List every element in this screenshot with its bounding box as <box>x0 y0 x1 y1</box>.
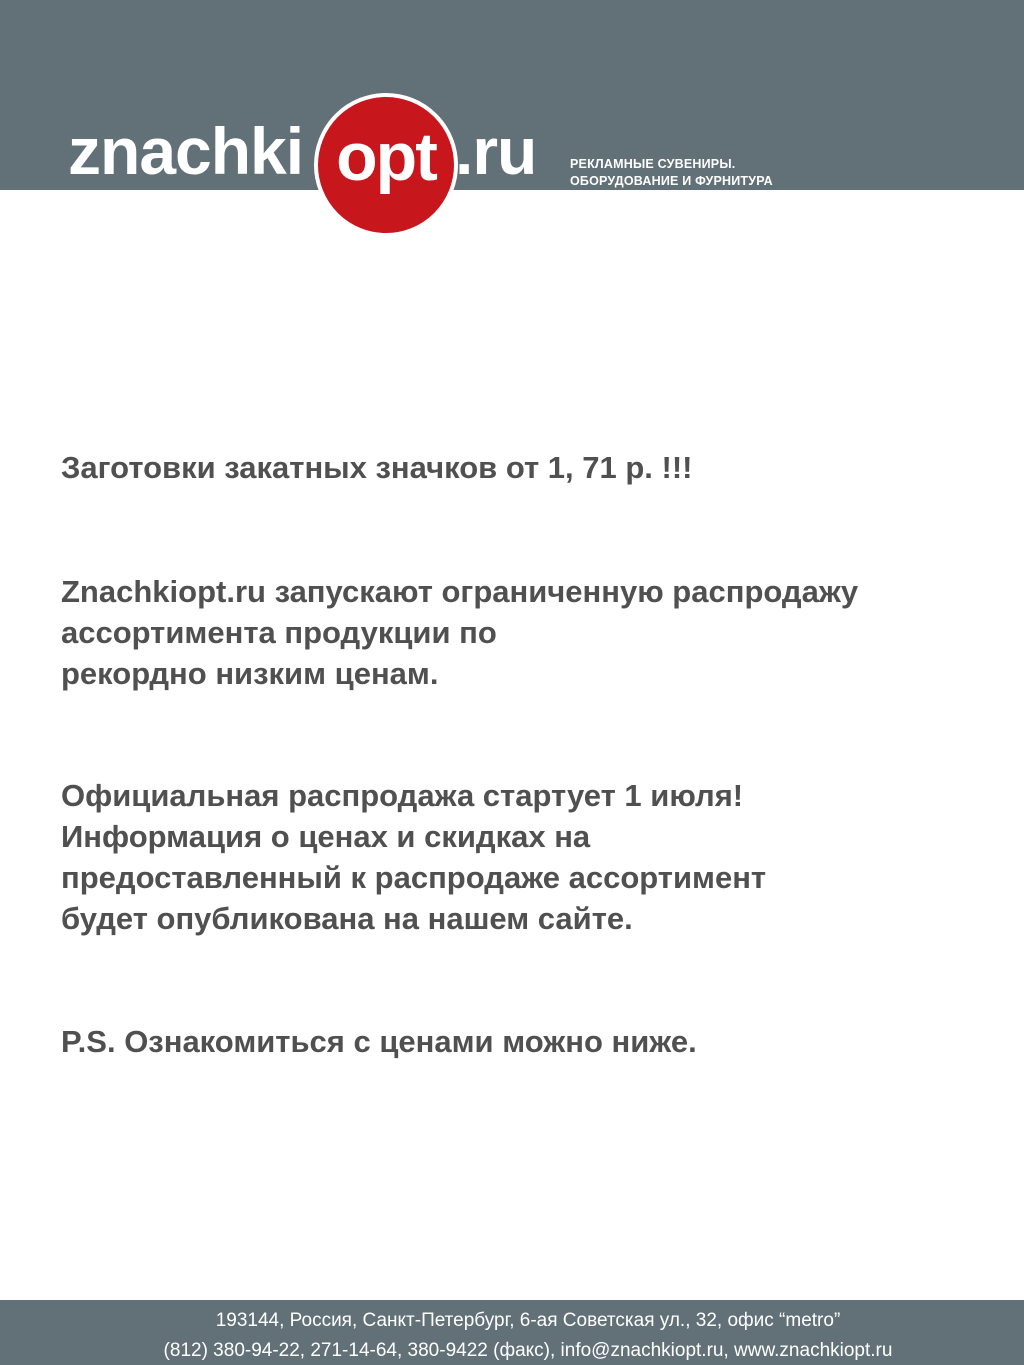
logo-text-znachki: znachki <box>68 118 304 188</box>
headline: Заготовки закатных значков от 1, 71 р. !!! <box>61 450 693 485</box>
tagline-line-2: ОБОРУДОВАНИЕ И ФУРНИТУРА <box>570 174 773 188</box>
logo-text-opt: opt <box>336 119 436 195</box>
footer-contacts: (812) 380-94-22, 271-14-64, 380-9422 (факс), info@znachkiopt.ru, www.znachkiopt.ru <box>163 1340 893 1361</box>
sale-launch-paragraph: Znachkiopt.ru запускают ограниченную распродажу ассортимента продукции по рекордно низким ценам. <box>61 574 859 691</box>
sale-start-paragraph: Официальная распродажа стартует 1 июля! Информация о ценах и скидках на предоставленный к распродаже ассортимент будет опубликована на нашем сайте. <box>61 778 767 936</box>
tagline-line-1: РЕКЛАМНЫЕ СУВЕНИРЫ. <box>570 157 736 171</box>
logo-circle <box>314 93 458 237</box>
brand-tagline <box>570 156 773 190</box>
postscript: P.S. Ознакомиться с ценами можно ниже. <box>61 1024 697 1059</box>
footer-address: 193144, Россия, Санкт-Петербург, 6-ая Советская ул., 32, офис “metro” <box>215 1310 841 1331</box>
logo-text-ru: .ru <box>455 118 537 188</box>
